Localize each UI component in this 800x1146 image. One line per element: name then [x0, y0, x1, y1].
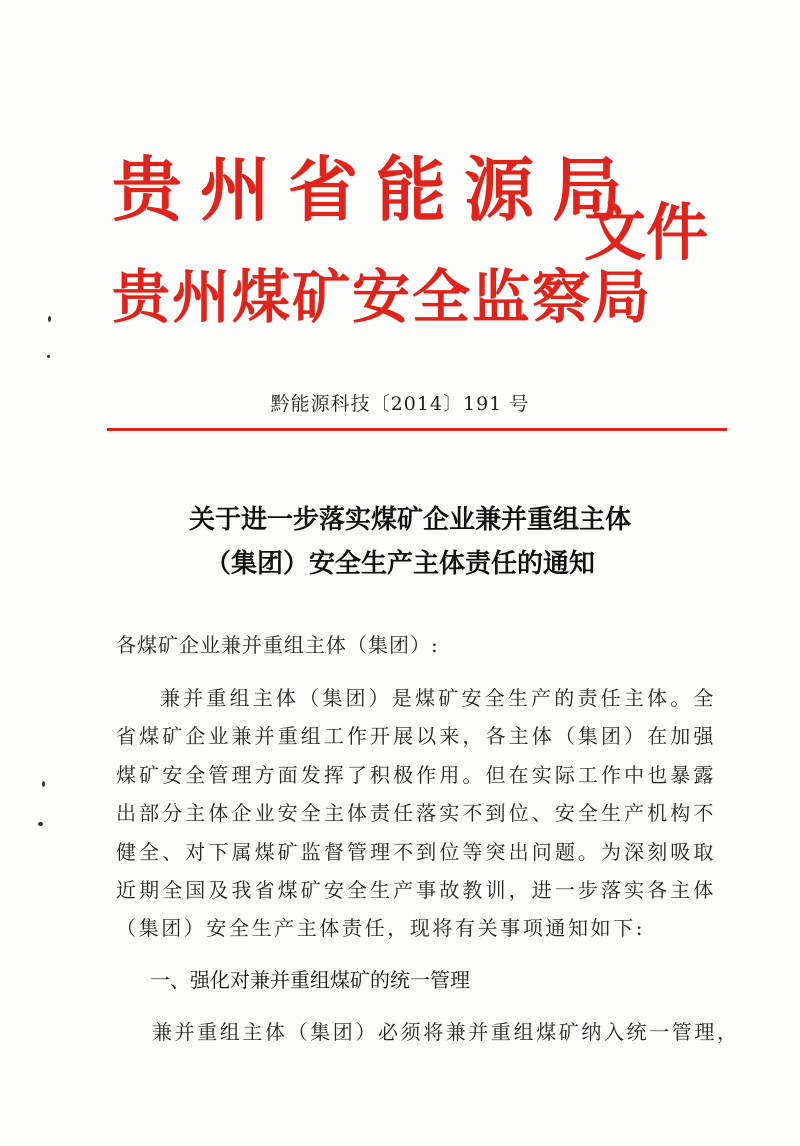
- issuing-organization-2: 贵州煤矿安全监察局: [112, 263, 653, 331]
- document-title-line-1: 关于进一步落实煤矿企业兼并重组主体: [188, 505, 631, 535]
- binding-mark: [42, 781, 45, 787]
- issuing-organization-1: 贵州省能源局: [112, 149, 640, 231]
- section-heading-1: 一、强化对兼并重组煤矿的统一管理: [150, 968, 470, 992]
- binding-mark: [48, 316, 51, 322]
- document-number: 黔能源科技〔2014〕191 号: [270, 393, 530, 415]
- body-paragraph-1: 兼并重组主体（集团）是煤矿安全生产的责任主体。全省煤矿企业兼并重组工作开展以来，各主体（集团）在加强煤矿安全管理方面发挥了积极作用。但在实际工作中也暴露出部分主体企业安全主体责任落实不到位、安全生产机构不健全、对下属煤矿监督管理不到位等突出问题。为深刻吸取近期全国及我省煤矿安全生产事故教训，进一步落实各主体（集团）安全生产主体责任，现将有关事项通知如下:: [116, 686, 716, 941]
- document-title-line-2: （集团）安全生产主体责任的通知: [204, 549, 595, 579]
- document-type-label: 文件: [584, 196, 709, 269]
- salutation: 各煤矿企业兼并重组主体（集团）:: [116, 633, 439, 657]
- binding-mark: [47, 355, 50, 358]
- body-paragraph-2: 兼并重组主体（集团）必须将兼并重组煤矿纳入统一管理，: [152, 1020, 740, 1044]
- red-separator-line: [107, 428, 727, 431]
- binding-mark: [38, 822, 43, 826]
